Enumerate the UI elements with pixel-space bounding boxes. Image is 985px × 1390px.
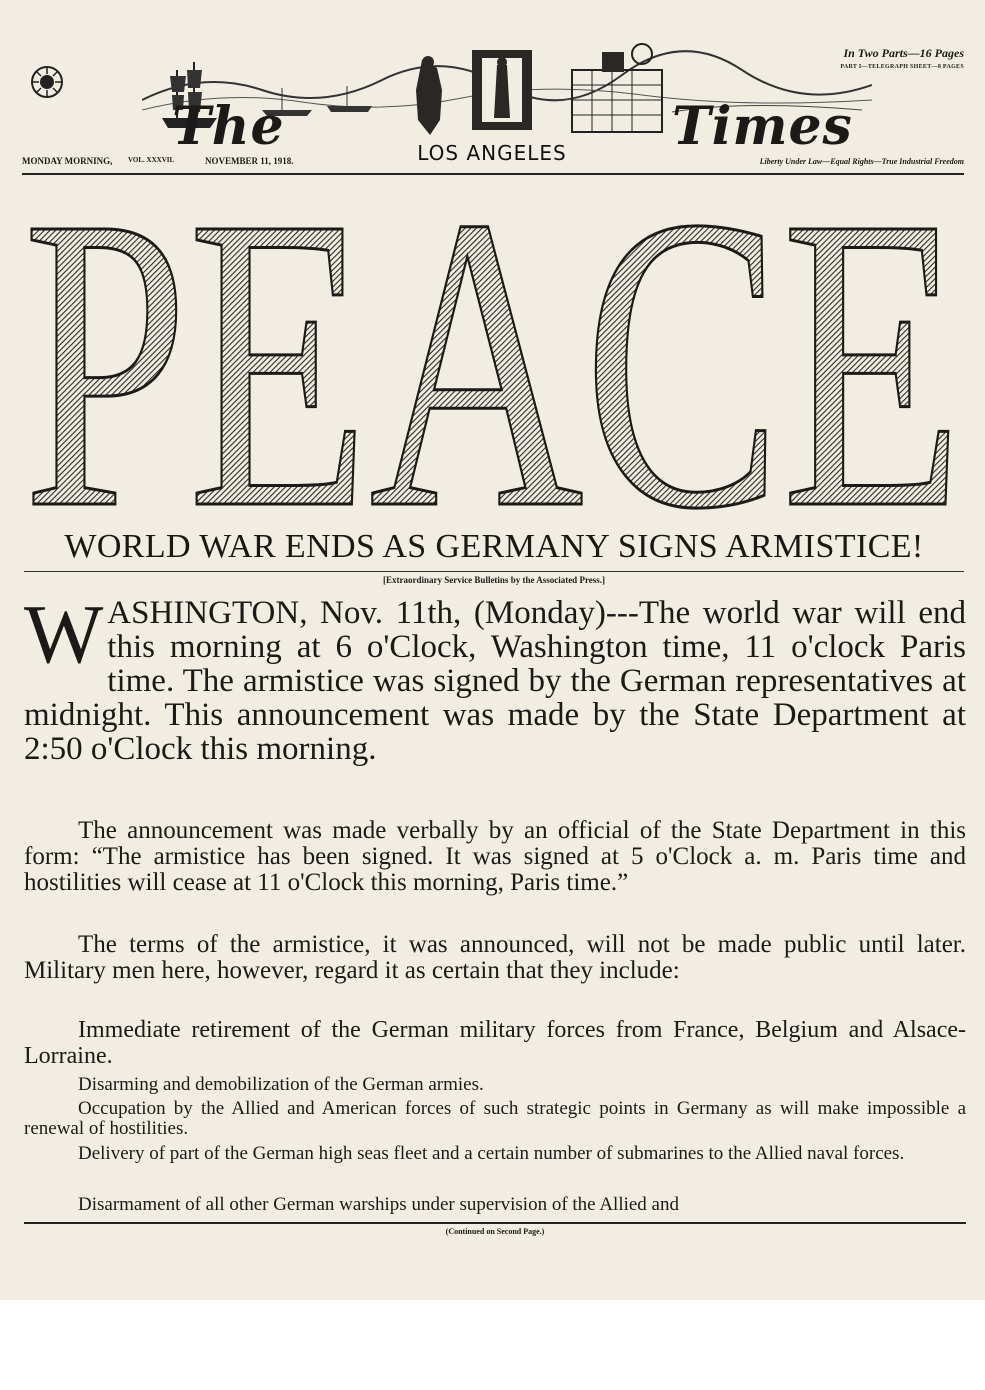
lead-paragraph: [24, 588, 966, 767]
terms-item: Delivery of part of the German high seas fleet and a certain number of submarines to the Allied naval forces.: [78, 1143, 905, 1164]
paper-name-the: The: [172, 96, 285, 157]
sun-emblem-icon: [30, 65, 64, 99]
city-buildings-icon: [572, 44, 662, 132]
paper-name-times: Times: [672, 96, 853, 157]
edition-subtitle: PART I—TELEGRAPH SHEET—8 PAGES: [840, 64, 964, 70]
masthead-motto: Liberty Under Law—Equal Rights—True Industrial Freedom: [759, 157, 964, 166]
continued-note: (Continued on Second Page.): [445, 1227, 545, 1236]
article-paragraph: The announcement was made verbally by an official of the State Department in this form: “The armistice has been signed. It was signed at 5 o'Clock a. m. Paris time and hostilities will cease at 11 o'Clock this morning, Paris time.”: [24, 817, 966, 896]
edition-parts: In Two Parts—16 Pages: [843, 46, 964, 60]
headline-banner: [20, 186, 966, 516]
terms-item: Disarmament of all other German warships under supervision of the Allied and: [78, 1194, 679, 1215]
dateline-date: NOVEMBER 11, 1918.: [205, 156, 294, 166]
dateline-volume: VOL. XXXVII.: [128, 156, 174, 164]
terms-item: Occupation by the Allied and American forces of such strategic points in Germany as will make impossible a renewal of hostilities.: [24, 1098, 966, 1139]
image-bottom-band: [0, 1300, 985, 1390]
terms-item: Disarming and demobilization of the German armies.: [78, 1074, 484, 1095]
headline-banner-text: PEACE: [23, 186, 963, 516]
paper-name-los-angeles: LOS ANGELES: [417, 141, 567, 165]
article-paragraph: Immediate retirement of the German military forces from France, Belgium and Alsace-Lorraine.: [24, 1017, 966, 1069]
headline-deck: WORLD WAR ENDS AS GERMANY SIGNS ARMISTICE!: [64, 528, 924, 565]
dateline-day: MONDAY MORNING,: [22, 156, 113, 166]
drop-cap: W: [24, 588, 104, 681]
deck-rule: [24, 571, 964, 572]
masthead-rule: [22, 173, 964, 175]
statue-panel-icon: [472, 50, 532, 130]
bottom-rule: [24, 1222, 966, 1224]
masthead: [22, 40, 964, 180]
wire-credit: [Extraordinary Service Bulletins by the Associated Press.]: [382, 575, 606, 585]
article-paragraph: The terms of the armistice, it was announced, will not be made public until later. Military men here, however, regard it as certain that they include:: [24, 931, 966, 984]
lead-text: ASHINGTON, Nov. 11th, (Monday)---The world war will end this morning at 6 o'Clock, Washington time, 11 o'clock Paris time. The armistice was signed by the German representatives at midnight. This announcement was made by the State Department at 2:50 o'Clock this morning.: [24, 595, 966, 767]
